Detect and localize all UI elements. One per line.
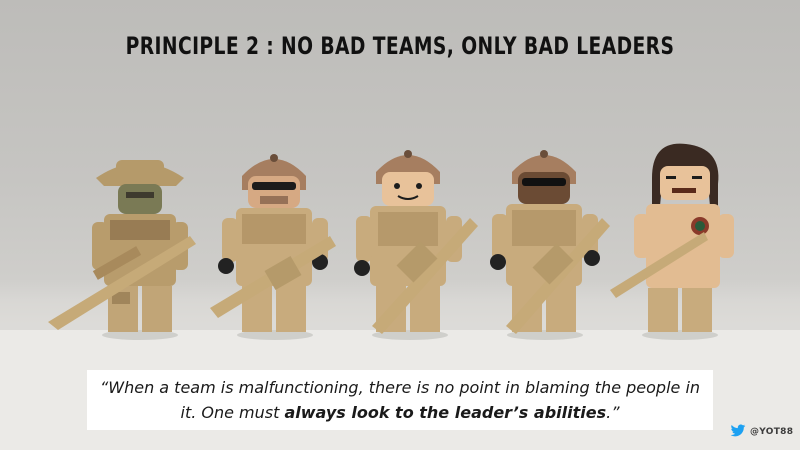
credit-handle: @YOT88 — [750, 427, 794, 437]
headline: PRINCIPLE 2 : NO BAD TEAMS, ONLY BAD LEADERS — [125, 32, 675, 60]
quote-box — [87, 370, 713, 430]
twitter-bird-icon — [730, 423, 746, 442]
quote-close: .” — [606, 403, 620, 422]
quote-emphasis: always look to the leader’s abilities — [284, 403, 607, 422]
social-credit[interactable] — [730, 424, 793, 440]
quote-text: “When a team is malfunctioning, there is no point in blaming the people in it. One must — [99, 378, 701, 422]
